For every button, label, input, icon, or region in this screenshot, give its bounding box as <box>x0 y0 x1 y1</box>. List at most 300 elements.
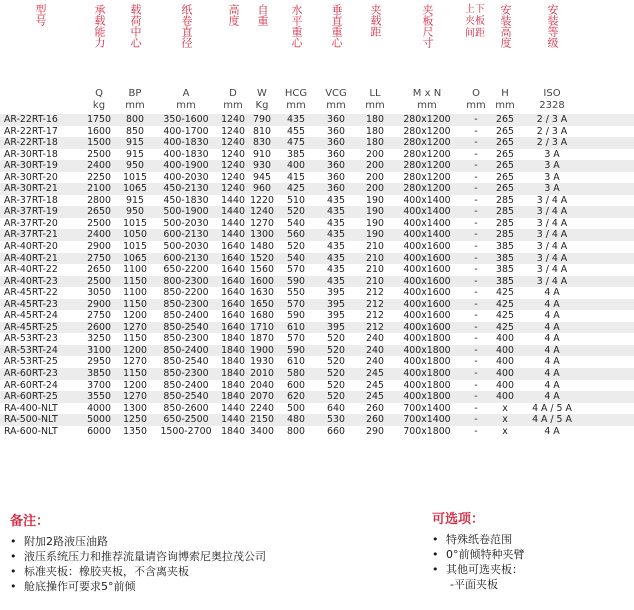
cell-a: 850-2300 <box>163 298 209 310</box>
cell-vcg: 520 <box>327 356 345 368</box>
cell-h: 285 <box>496 194 514 206</box>
cell-q: 2500 <box>87 217 111 229</box>
cell-h: 385 <box>496 241 514 253</box>
cell-q: 2900 <box>87 241 111 253</box>
cell-model: AR-53RT-24 <box>4 344 58 356</box>
header-w <box>247 0 277 112</box>
cell-hcg: 540 <box>287 217 305 229</box>
cell-a: 400-1830 <box>163 148 209 160</box>
cell-bp: 850 <box>126 125 144 137</box>
cell-h: 425 <box>496 287 514 299</box>
cell-mxn: 400x1600 <box>403 275 451 287</box>
header-hcg-code: HCG <box>284 88 308 99</box>
options-item <box>432 577 525 592</box>
header-d-code: D <box>229 88 237 99</box>
cell-w: 790 <box>253 114 271 125</box>
notes-item-text: 液压系统压力和推荐流量请咨询博索尼奥拉茂公司 <box>24 550 266 563</box>
header-q-label: 承载能力 <box>93 4 106 48</box>
cell-w: 1560 <box>250 264 274 276</box>
cell-vcg: 660 <box>327 425 345 437</box>
cell-hcg: 620 <box>287 391 305 403</box>
cell-hcg: 455 <box>287 125 305 137</box>
cell-o: - <box>474 402 478 414</box>
cell-mxn: 400x1600 <box>403 310 451 322</box>
header-bp-unit: mm <box>125 100 145 111</box>
cell-bp: 1150 <box>123 298 147 310</box>
header-iso-unit: 2328 <box>539 100 565 111</box>
cell-d: 1840 <box>221 333 245 345</box>
cell-q: 2650 <box>87 206 111 218</box>
header-vcg-unit: mm <box>326 100 346 111</box>
cell-w: 2040 <box>250 379 274 391</box>
cell-d: 1240 <box>221 137 245 149</box>
cell-mxn: 400x1600 <box>403 321 451 333</box>
cell-vcg: 435 <box>327 194 345 206</box>
cell-vcg: 640 <box>327 402 345 414</box>
cell-mxn: 400x1600 <box>403 252 451 264</box>
cell-w: 960 <box>253 183 271 195</box>
cell-bp: 1200 <box>123 310 147 322</box>
cell-q: 2750 <box>87 310 111 322</box>
header-d <box>219 0 247 112</box>
cell-ll: 212 <box>366 310 384 322</box>
bullet-icon: • <box>432 533 439 546</box>
cell-model: AR-37RT-20 <box>4 217 58 229</box>
cell-a: 850-2540 <box>163 391 209 403</box>
cell-a: 850-2600 <box>163 402 209 414</box>
cell-hcg: 520 <box>287 206 305 218</box>
cell-d: 1840 <box>221 356 245 368</box>
cell-a: 850-2540 <box>163 356 209 368</box>
cell-hcg: 580 <box>287 368 305 380</box>
cell-mxn: 400x1400 <box>403 217 451 229</box>
cell-iso: 3 / 4 A <box>536 241 568 253</box>
cell-mxn: 400x1800 <box>403 368 451 380</box>
table-row <box>0 391 634 403</box>
cell-w: 1710 <box>250 321 274 333</box>
cell-model: RA-500-NLT <box>4 414 58 426</box>
cell-model: AR-60RT-24 <box>4 379 58 391</box>
cell-bp: 1250 <box>123 414 147 426</box>
header-d-label: 高度 <box>227 4 240 26</box>
cell-a: 850-2540 <box>163 321 209 333</box>
header-mxn <box>394 0 460 112</box>
cell-model: AR-30RT-18 <box>4 148 58 160</box>
cell-mxn: 280x1200 <box>403 137 451 149</box>
cell-iso: 3 / 4 A <box>536 194 568 206</box>
cell-ll: 210 <box>366 264 384 276</box>
cell-mxn: 400x1400 <box>403 194 451 206</box>
options-item-text: -平面夹板 <box>450 578 498 591</box>
table-row <box>0 310 634 322</box>
cell-iso: 4 A / 5 A <box>532 414 572 426</box>
cell-a: 500-2030 <box>163 241 209 253</box>
cell-bp: 1270 <box>123 321 147 333</box>
cell-iso: 4 A <box>544 368 560 380</box>
cell-hcg: 415 <box>287 171 305 183</box>
header-vcg-code: VCG <box>325 88 347 99</box>
cell-ll: 200 <box>366 183 384 195</box>
cell-h: x <box>502 402 508 414</box>
cell-bp: 1200 <box>123 379 147 391</box>
cell-q: 1500 <box>87 137 111 149</box>
cell-vcg: 520 <box>327 333 345 345</box>
cell-q: 3850 <box>87 368 111 380</box>
cell-a: 650-2500 <box>163 414 209 426</box>
cell-d: 1240 <box>221 171 245 183</box>
cell-o: - <box>474 356 478 368</box>
cell-vcg: 360 <box>327 171 345 183</box>
table-row <box>0 172 634 184</box>
cell-bp: 1065 <box>123 252 147 264</box>
table-row <box>0 253 634 265</box>
table-row <box>0 426 634 438</box>
cell-h: 265 <box>496 148 514 160</box>
cell-q: 2100 <box>87 183 111 195</box>
cell-o: - <box>474 217 478 229</box>
cell-q: 3700 <box>87 379 111 391</box>
cell-iso: 3 / 4 A <box>536 252 568 264</box>
cell-w: 1300 <box>250 229 274 241</box>
cell-a: 850-2300 <box>163 333 209 345</box>
cell-a: 850-2200 <box>163 287 209 299</box>
cell-hcg: 435 <box>287 114 305 125</box>
header-hcg-label: 水平重心 <box>290 4 303 48</box>
cell-mxn: 400x1600 <box>403 241 451 253</box>
header-model-label: 型号 <box>34 4 47 26</box>
cell-vcg: 395 <box>327 310 345 322</box>
header-h-unit: mm <box>495 100 515 111</box>
table-row <box>0 403 634 415</box>
cell-mxn: 280x1200 <box>403 171 451 183</box>
cell-vcg: 435 <box>327 264 345 276</box>
cell-ll: 245 <box>366 379 384 391</box>
cell-bp: 915 <box>126 137 144 149</box>
cell-a: 500-1900 <box>163 206 209 218</box>
cell-o: - <box>474 206 478 218</box>
cell-vcg: 395 <box>327 321 345 333</box>
cell-a: 400-1900 <box>163 160 209 172</box>
cell-h: 400 <box>496 368 514 380</box>
cell-q: 6000 <box>87 425 111 437</box>
table-row <box>0 264 634 276</box>
header-mxn-label: 夹板尺寸 <box>421 4 434 48</box>
cell-ll: 245 <box>366 368 384 380</box>
cell-h: 285 <box>496 217 514 229</box>
notes-item-text: 附加2路液压油路 <box>24 535 108 548</box>
cell-w: 2150 <box>250 414 274 426</box>
cell-o: - <box>474 333 478 345</box>
spec-table <box>0 114 634 437</box>
cell-q: 2800 <box>87 194 111 206</box>
header-bp-code: BP <box>128 88 142 99</box>
cell-d: 1640 <box>221 275 245 287</box>
cell-vcg: 360 <box>327 183 345 195</box>
cell-a: 600-2130 <box>163 229 209 241</box>
bullet-icon: • <box>10 550 17 563</box>
cell-bp: 1065 <box>123 183 147 195</box>
cell-bp: 1350 <box>123 425 147 437</box>
cell-mxn: 700x1800 <box>403 425 451 437</box>
header-a-label: 纸卷直径 <box>180 4 193 48</box>
table-row <box>0 299 634 311</box>
cell-o: - <box>474 252 478 264</box>
cell-model: AR-40RT-22 <box>4 264 58 276</box>
cell-q: 3550 <box>87 391 111 403</box>
cell-w: 2240 <box>250 402 274 414</box>
cell-a: 800-2300 <box>163 275 209 287</box>
header-h-label: 安装高度 <box>499 4 512 48</box>
cell-d: 1440 <box>221 217 245 229</box>
table-row <box>0 241 634 253</box>
cell-d: 1440 <box>221 402 245 414</box>
cell-hcg: 500 <box>287 402 305 414</box>
cell-model: AR-37RT-21 <box>4 229 58 241</box>
cell-vcg: 520 <box>327 379 345 391</box>
cell-h: 400 <box>496 379 514 391</box>
cell-iso: 4 A <box>544 321 560 333</box>
cell-model: AR-22RT-18 <box>4 137 58 149</box>
cell-q: 2250 <box>87 171 111 183</box>
cell-a: 450-1830 <box>163 194 209 206</box>
cell-ll: 290 <box>366 425 384 437</box>
cell-vcg: 395 <box>327 298 345 310</box>
cell-model: AR-60RT-23 <box>4 368 58 380</box>
header-hcg-unit: mm <box>286 100 306 111</box>
cell-d: 1840 <box>221 425 245 437</box>
cell-d: 1240 <box>221 148 245 160</box>
cell-iso: 2 / 3 A <box>536 125 568 137</box>
cell-bp: 1270 <box>123 391 147 403</box>
cell-vcg: 520 <box>327 368 345 380</box>
cell-d: 1240 <box>221 125 245 137</box>
cell-iso: 4 A <box>544 379 560 391</box>
cell-o: - <box>474 344 478 356</box>
cell-bp: 800 <box>126 114 144 125</box>
cell-h: 425 <box>496 321 514 333</box>
cell-q: 2500 <box>87 148 111 160</box>
cell-a: 500-2030 <box>163 217 209 229</box>
cell-model: AR-22RT-17 <box>4 125 58 137</box>
cell-iso: 3 / 4 A <box>536 264 568 276</box>
cell-q: 2650 <box>87 264 111 276</box>
cell-hcg: 400 <box>287 160 305 172</box>
cell-w: 930 <box>253 160 271 172</box>
cell-iso: 4 A <box>544 356 560 368</box>
cell-model: AR-30RT-20 <box>4 171 58 183</box>
cell-q: 3050 <box>87 287 111 299</box>
cell-ll: 180 <box>366 114 384 125</box>
table-row <box>0 276 634 288</box>
cell-h: 425 <box>496 298 514 310</box>
cell-ll: 190 <box>366 217 384 229</box>
cell-model: AR-40RT-21 <box>4 252 58 264</box>
cell-vcg: 435 <box>327 229 345 241</box>
cell-hcg: 570 <box>287 298 305 310</box>
cell-hcg: 610 <box>287 356 305 368</box>
cell-w: 1630 <box>250 287 274 299</box>
header-h-code: H <box>501 88 509 99</box>
cell-w: 3400 <box>250 425 274 437</box>
cell-h: 265 <box>496 183 514 195</box>
notes-item <box>10 549 266 564</box>
cell-a: 400-2030 <box>163 171 209 183</box>
cell-model: AR-30RT-19 <box>4 160 58 172</box>
cell-o: - <box>474 171 478 183</box>
cell-vcg: 360 <box>327 148 345 160</box>
cell-bp: 1015 <box>123 217 147 229</box>
header-a <box>150 0 222 112</box>
cell-d: 1440 <box>221 229 245 241</box>
header-w-code: W <box>257 88 267 99</box>
cell-model: AR-22RT-16 <box>4 114 58 125</box>
cell-hcg: 475 <box>287 137 305 149</box>
cell-w: 1900 <box>250 344 274 356</box>
cell-d: 1440 <box>221 194 245 206</box>
cell-a: 850-2400 <box>163 344 209 356</box>
cell-bp: 1200 <box>123 344 147 356</box>
cell-ll: 212 <box>366 287 384 299</box>
cell-bp: 950 <box>126 160 144 172</box>
table-row <box>0 368 634 380</box>
cell-o: - <box>474 194 478 206</box>
header-vcg <box>316 0 356 112</box>
cell-hcg: 550 <box>287 287 305 299</box>
cell-ll: 190 <box>366 229 384 241</box>
header-bp-label: 载荷中心 <box>129 4 142 48</box>
cell-hcg: 610 <box>287 321 305 333</box>
cell-d: 1840 <box>221 368 245 380</box>
cell-iso: 3 / 4 A <box>536 217 568 229</box>
cell-h: 425 <box>496 310 514 322</box>
cell-vcg: 435 <box>327 252 345 264</box>
cell-w: 1650 <box>250 298 274 310</box>
cell-model: AR-45RT-24 <box>4 310 58 322</box>
cell-hcg: 385 <box>287 148 305 160</box>
cell-h: 265 <box>496 125 514 137</box>
notes-item-text: 舱底操作可要求5°前倾 <box>24 580 136 593</box>
options-item-text: 其他可选夹板： <box>446 563 523 576</box>
cell-hcg: 800 <box>287 425 305 437</box>
cell-mxn: 400x1400 <box>403 229 451 241</box>
cell-hcg: 540 <box>287 252 305 264</box>
header-ll-label: 夹载距 <box>369 4 382 37</box>
cell-mxn: 400x1800 <box>403 379 451 391</box>
cell-iso: 4 A <box>544 310 560 322</box>
table-row <box>0 356 634 368</box>
cell-model: AR-53RT-23 <box>4 333 58 345</box>
cell-vcg: 360 <box>327 160 345 172</box>
table-row <box>0 114 634 126</box>
cell-o: - <box>474 298 478 310</box>
table-row <box>0 160 634 172</box>
cell-a: 850-2400 <box>163 310 209 322</box>
cell-iso: 3 A <box>544 171 560 183</box>
cell-mxn: 400x1400 <box>403 206 451 218</box>
cell-mxn: 700x1400 <box>403 402 451 414</box>
cell-q: 2950 <box>87 356 111 368</box>
cell-h: 385 <box>496 252 514 264</box>
header-w-label: 自重 <box>256 4 269 26</box>
cell-model: RA-400-NLT <box>4 402 58 414</box>
cell-bp: 915 <box>126 148 144 160</box>
cell-ll: 200 <box>366 160 384 172</box>
cell-hcg: 570 <box>287 333 305 345</box>
cell-ll: 200 <box>366 148 384 160</box>
cell-model: AR-45RT-23 <box>4 298 58 310</box>
cell-h: 265 <box>496 160 514 172</box>
header-iso <box>516 0 588 112</box>
cell-d: 1840 <box>221 344 245 356</box>
notes-item <box>10 579 266 594</box>
cell-d: 1640 <box>221 298 245 310</box>
cell-d: 1240 <box>221 183 245 195</box>
cell-bp: 915 <box>126 194 144 206</box>
cell-hcg: 480 <box>287 414 305 426</box>
cell-o: - <box>474 368 478 380</box>
cell-h: 400 <box>496 356 514 368</box>
cell-model: AR-37RT-19 <box>4 206 58 218</box>
cell-ll: 190 <box>366 194 384 206</box>
cell-o: - <box>474 287 478 299</box>
cell-w: 1240 <box>250 206 274 218</box>
cell-a: 850-2300 <box>163 368 209 380</box>
cell-o: - <box>474 183 478 195</box>
cell-w: 810 <box>253 125 271 137</box>
header-q <box>82 0 116 112</box>
cell-hcg: 510 <box>287 194 305 206</box>
cell-ll: 210 <box>366 241 384 253</box>
cell-w: 2010 <box>250 368 274 380</box>
cell-mxn: 700x1400 <box>403 414 451 426</box>
header-h <box>492 0 518 112</box>
cell-q: 5000 <box>87 414 111 426</box>
cell-a: 400-1830 <box>163 137 209 149</box>
cell-w: 2070 <box>250 391 274 403</box>
cell-h: 265 <box>496 171 514 183</box>
cell-w: 1220 <box>250 194 274 206</box>
table-row <box>0 380 634 392</box>
cell-h: 285 <box>496 229 514 241</box>
cell-hcg: 560 <box>287 229 305 241</box>
table-row <box>0 206 634 218</box>
cell-o: - <box>474 414 478 426</box>
cell-w: 1870 <box>250 333 274 345</box>
cell-iso: 3 A <box>544 160 560 172</box>
cell-q: 2750 <box>87 252 111 264</box>
header-a-unit: mm <box>176 100 196 111</box>
cell-iso: 3 A <box>544 148 560 160</box>
cell-vcg: 520 <box>327 344 345 356</box>
cell-iso: 3 / 4 A <box>536 229 568 241</box>
cell-o: - <box>474 137 478 149</box>
table-row <box>0 345 634 357</box>
cell-iso: 4 A <box>544 344 560 356</box>
header-q-unit: kg <box>92 100 106 111</box>
notes-title: 备注： <box>10 514 50 529</box>
cell-w: 1270 <box>250 217 274 229</box>
cell-model: AR-37RT-18 <box>4 194 58 206</box>
cell-mxn: 400x1600 <box>403 298 451 310</box>
table-row <box>0 183 634 195</box>
cell-bp: 1150 <box>123 333 147 345</box>
cell-d: 1640 <box>221 310 245 322</box>
cell-iso: 2 / 3 A <box>536 137 568 149</box>
cell-h: 385 <box>496 275 514 287</box>
cell-ll: 212 <box>366 298 384 310</box>
cell-o: - <box>474 229 478 241</box>
cell-ll: 210 <box>366 275 384 287</box>
